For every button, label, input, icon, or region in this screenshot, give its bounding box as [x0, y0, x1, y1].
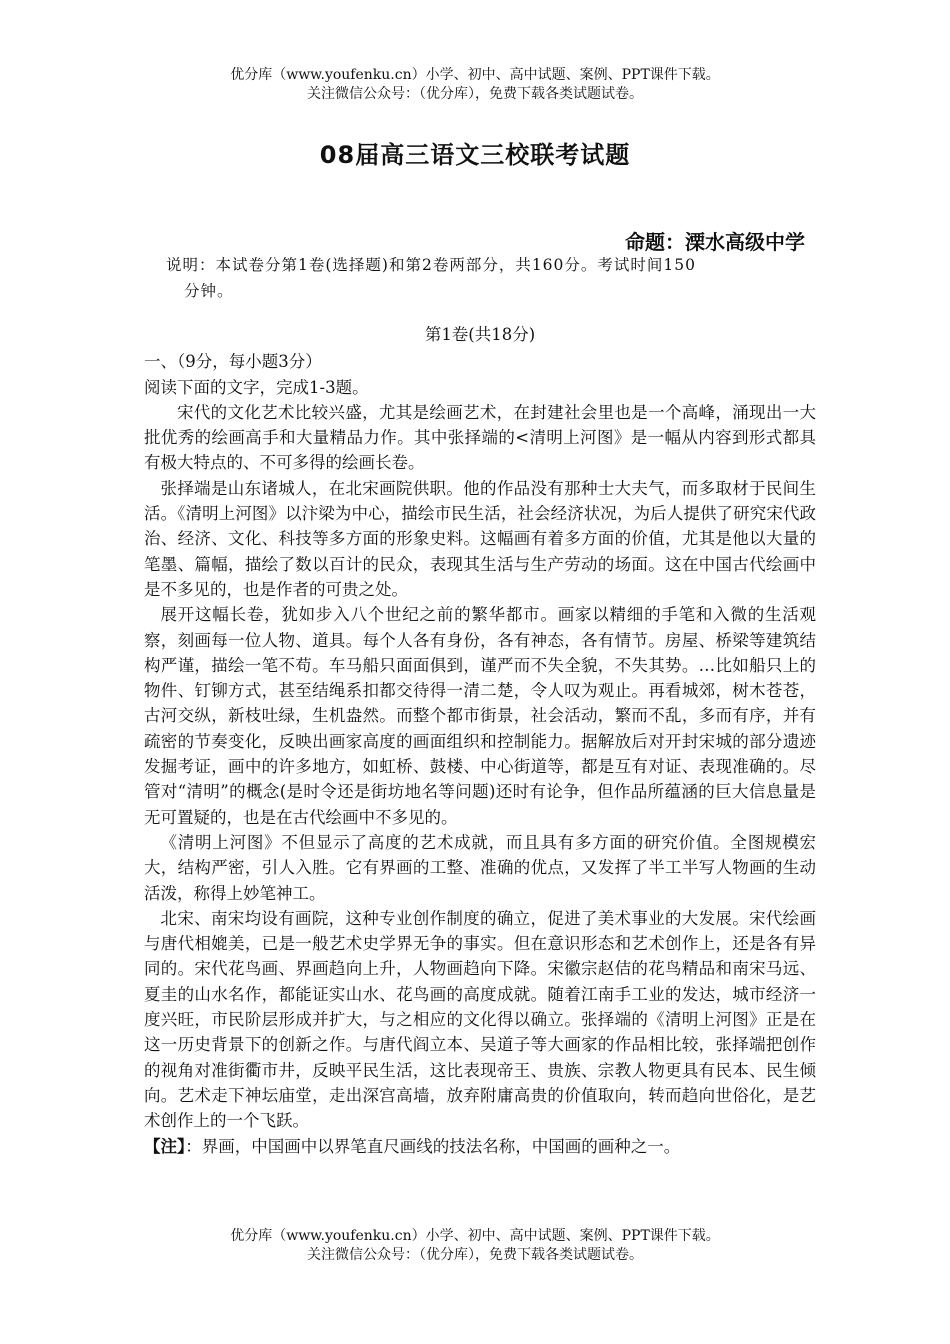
- exam-title: 08届高三语文三校联考试题: [319, 141, 631, 169]
- exam-note: [166, 252, 816, 304]
- note-line-1: 说明：本试卷分第1卷(选择题)和第2卷两部分，共160分。考试时间150: [166, 256, 696, 274]
- exam-body: [144, 322, 816, 1159]
- passage-paragraph-3: 展开这幅长卷，犹如步入八个世纪之前的繁华都市。画家以精细的手笔和入微的生活观察，刻画每一位人物、道具。每个人各有身份，各有神态，各有情节。房屋、桥梁等建筑结构严谨，描绘一笔不苟。车马船只面面俱到，谨严而不失全貌，不失其势。…比如船只上的物件、钉铆方式，甚至结绳系扣都交待得一清二楚，令人叹为观止。再看城郊，树木苍苍，古河交纵，新枝吐绿，生机盎然。而整个都市街景，社会活动，繁而不乱，多而有序，并有疏密的节奏变化，反映出画家高度的画面组织和控制能力。据解放后对开封宋城的部分遗迹发掘考证，画中的许多地方，如虹桥、鼓楼、中心街道等，都是互有对证、表现准确的。尽管对“清明”的概念(是时令还是街坊地名等问题)还时有论争，但作品所蕴涵的巨大信息量是无可置疑的，也是在古代绘画中不多见的。: [144, 605, 816, 827]
- footer-line-1: 优分库（www.youfenku.cn）小学、初中、高中试题、案例、PPT课件下载。: [230, 1228, 720, 1244]
- passage-paragraph-1: 宋代的文化艺术比较兴盛，尤其是绘画艺术，在封建社会里也是一个高峰，涌现出一大批优秀的绘画高手和大量精品力作。其中张择端的<清明上河图》是一幅从内容到形式都具有极大特点的、不可多得的绘画长卷。: [144, 402, 816, 473]
- footnote-tag: 【注】: [144, 1136, 186, 1156]
- passage-paragraph-4: 《清明上河图》不但显示了高度的艺术成就，而且具有多方面的研究价值。全图规模宏大，结构严密，引人入胜。它有界画的工整、准确的优点，又发挥了半工半写人物画的生动活泼，称得上妙笔神工。: [144, 832, 816, 903]
- passage-paragraph-5: 北宋、南宋均设有画院，这种专业创作制度的确立，促进了美术事业的大发展。宋代绘画与唐代相媲美，已是一般艺术史学界无争的事实。但在意识形态和艺术创作上，还是各有异同的。宋代花鸟画、界画趋向上升，人物画趋向下降。宋徽宗赵佶的花鸟精品和南宋马远、夏圭的山水名作，都能证实山水、花鸟画的高度成就。随着江南手工业的发达，城市经济一度兴旺，市民阶层形成并扩大，与之相应的文化得以确立。张择端的《清明上河图》正是在这一历史背景下的创新之作。与唐代阎立本、吴道子等大画家的作品相比较，张择端把创作的视角对准街衢市井，反映平民生活，这比表现帝王、贵族、宗教人物更具有民本、民生倾向。艺术走下神坛庙堂，走出深宫高墙，放弃附庸高贵的价值取向，转而趋向世俗化，是艺术创作上的一个飞跃。: [144, 908, 816, 1131]
- reading-instruction: 阅读下面的文字，完成1-3题。: [144, 377, 369, 397]
- passage-paragraph-2: 张择端是山东诸城人，在北宋画院供职。他的作品没有那种士大夫气，而多取材于民间生活。《清明上河图》以汴梁为中心，描绘市民生活，社会经济状况，为后人提供了研究宋代政治、经济、文化、科技等多方面的形象史料。这幅画有着多方面的价值，尤其是他以大量的笔墨、篇幅，描绘了数以百计的民众，表现其生活与生产劳动的场面。这在中国古代绘画中是不多见的，也是作者的可贵之处。: [144, 478, 816, 599]
- note-line-2: 分钟。: [184, 282, 234, 300]
- header-line-1: 优分库（www.youfenku.cn）小学、初中、高中试题、案例、PPT课件下载。: [230, 67, 720, 83]
- header-line-2: 关注微信公众号：（优分库），免费下载各类试题试卷。: [307, 86, 643, 102]
- footnote: [144, 1134, 816, 1159]
- page-header: [0, 66, 950, 104]
- part-heading: 一、（9分，每小题3分）: [144, 352, 322, 372]
- exam-author: 命题：溧水高级中学: [625, 230, 805, 254]
- footnote-text: ：界画，中国画中以界笔直尺画线的技法名称，中国画的画种之一。: [185, 1136, 681, 1156]
- page-footer: [0, 1227, 950, 1265]
- footer-line-2: 关注微信公众号：（优分库），免费下载各类试题试卷。: [307, 1247, 643, 1263]
- volume-title: 第1卷(共18分): [424, 325, 536, 344]
